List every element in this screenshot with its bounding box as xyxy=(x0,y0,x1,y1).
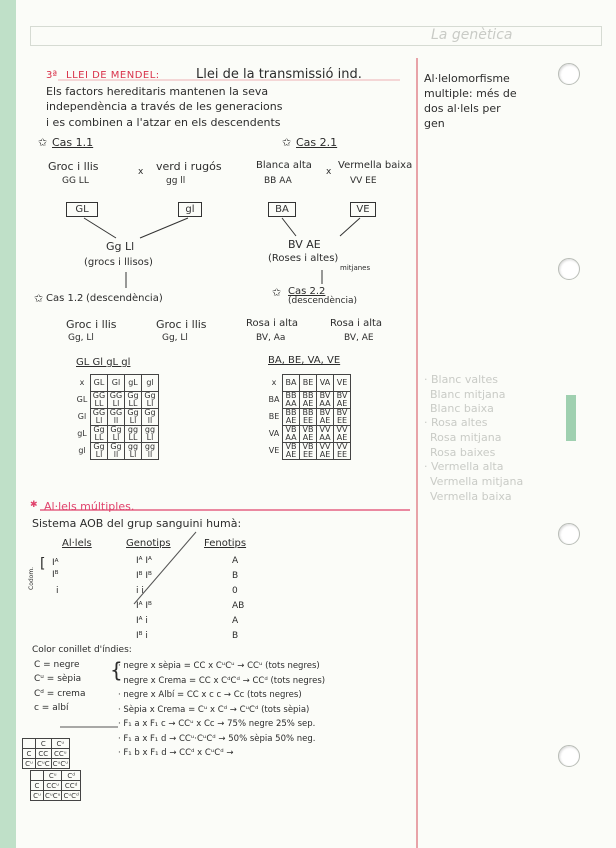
ghost-line: Vermella baixa xyxy=(430,490,512,503)
star-icon: ✩ xyxy=(272,286,282,299)
grid-cell: BB AA xyxy=(283,392,300,409)
sidebar-line-3: dos al·lels per xyxy=(424,102,501,115)
cas21-p2-geno: VV EE xyxy=(350,176,377,186)
legend-1: C = negre xyxy=(34,660,80,670)
ghost-line: Rosa baixes xyxy=(430,446,496,459)
star-icon: ✩ xyxy=(282,136,292,149)
cas21-cross: x xyxy=(326,167,332,177)
grid-cell: Gg ll xyxy=(142,409,159,426)
grid-cell: Gg LL xyxy=(91,426,108,443)
cross-line: · Sèpia x Crema = Cᵘ x Cᵈ → CᵘCᵈ (tots sèpia) xyxy=(118,704,310,715)
grid-cell: BV EE xyxy=(334,409,351,426)
cas21-heading: Cas 2.1 xyxy=(296,136,338,149)
grid-cell: VB AA xyxy=(283,426,300,443)
abo-genotype: Iᴬ i xyxy=(136,616,148,626)
grid-cell: VV AE xyxy=(334,426,351,443)
grid-col-header: VE xyxy=(334,375,351,392)
cas11-p1-label: Groc i llis xyxy=(48,160,99,173)
cas11-f1: Gg Ll xyxy=(106,240,135,253)
col-fenotips: Fenotips xyxy=(204,538,247,549)
grid-cell: Gg LL xyxy=(125,392,142,409)
grid-row-header: GL xyxy=(76,395,88,404)
mini-cell: Cᵘ xyxy=(44,771,62,781)
mini-cell: CCᵈ xyxy=(62,781,80,791)
abo-phenotype: A xyxy=(232,556,239,566)
section-title: Llei de la transmissió ind. xyxy=(196,67,362,82)
legend-3: Cᵈ = crema xyxy=(34,689,86,699)
mini-cell: CᵘC xyxy=(37,759,50,768)
ghost-line: Blanc mitjana xyxy=(430,388,506,401)
desc-line-2: independència a través de les generacions xyxy=(46,100,283,113)
cas11-p1-geno: GG LL xyxy=(62,176,89,186)
sidebar-line-4: gen xyxy=(424,117,445,130)
grid-cell: BV AE xyxy=(317,409,334,426)
ghost-line: Blanc baixa xyxy=(430,402,494,415)
mini-cell: CCᵘ xyxy=(51,749,69,759)
alleles-sistema: Sistema AOB del grup sanguini humà: xyxy=(32,517,242,530)
grid-cell: VB AE xyxy=(300,426,317,443)
cross-line: · negre x Albí = CC x c c → Cc (tots negres) xyxy=(118,690,302,700)
cross-line: · F₁ b x F₁ d → CCᵈ x CᵘCᵈ → xyxy=(118,748,234,758)
legend-2: Cᵘ = sèpia xyxy=(34,674,82,684)
grid-cell: VB AE xyxy=(283,443,300,460)
cas11-heading: Cas 1.1 xyxy=(52,136,94,149)
col-alleles: Al·lels xyxy=(62,538,92,549)
abo-genotype: Iᴮ Iᴮ xyxy=(136,571,152,581)
legend-4: c = albí xyxy=(34,703,69,713)
grid-cell: gg LL xyxy=(125,426,142,443)
grid-cell: GG LL xyxy=(91,392,108,409)
abo-genotype: i i xyxy=(136,586,144,596)
grid-cell: BB AE xyxy=(283,409,300,426)
cas22-p1-geno: BV, Aa xyxy=(256,333,286,343)
grid-row-header: gL xyxy=(77,429,87,438)
abo-genotype: Iᴬ Iᴮ xyxy=(136,601,152,611)
abo-phenotype: 0 xyxy=(232,586,238,596)
ghost-line: · Rosa altes xyxy=(424,416,488,429)
ghost-line: Rosa mitjana xyxy=(430,431,502,444)
cas21-f1-correction: mitjanes xyxy=(340,264,371,272)
grid-cell: GG Ll xyxy=(108,392,125,409)
abo-phenotype: AB xyxy=(232,601,245,611)
abo-genotype: Iᴬ Iᴬ xyxy=(136,556,152,566)
cross-line: · negre x Crema = CC x CᵈCᵈ → CCᵈ (tots negres) xyxy=(118,675,326,686)
grid-col-header: BE xyxy=(300,375,317,392)
grid-row-header: gl xyxy=(78,446,86,455)
cas22-p2-label: Rosa i alta xyxy=(330,318,383,329)
grid-row-header: Gl xyxy=(77,412,87,421)
grid-cell: VV AA xyxy=(317,426,334,443)
abo-genotype: Iᴮ i xyxy=(136,631,148,641)
cas12-sub: (descendència) xyxy=(86,293,163,304)
grid-cell: Gg ll xyxy=(108,443,125,460)
conill-heading: Color conillet d'índies: xyxy=(32,645,132,655)
mini-cell: Cᵈ xyxy=(62,771,80,781)
col-genotips: Genotips xyxy=(126,538,171,549)
bracket-icon: [ xyxy=(40,556,46,572)
cas11-f1-desc: (grocs i llisos) xyxy=(84,257,153,268)
cas11-gamete-1: GL xyxy=(66,202,98,217)
abo-phenotype: B xyxy=(232,631,239,641)
brace-icon: { xyxy=(110,658,123,682)
cas22-gametes: BA, BE, VA, VE xyxy=(268,355,341,366)
grid-cell: gg ll xyxy=(142,443,159,460)
ghost-line: · Blanc valtes xyxy=(424,373,498,386)
grid-row-header: BA xyxy=(268,395,280,404)
mini-cell: CCᵘ xyxy=(44,781,62,791)
grid-corner: x xyxy=(79,378,85,387)
mini-cell: CᵘCᵘ xyxy=(45,791,61,800)
grid-cell: Gg Ll xyxy=(142,392,159,409)
grid-cell: VB EE xyxy=(300,443,317,460)
cas21-gamete-2: VE xyxy=(350,202,376,217)
section-label: LLEI DE MENDEL: xyxy=(66,70,160,81)
grid-col-header: gL xyxy=(125,375,142,392)
grid-cell: gg Ll xyxy=(125,443,142,460)
grid-cell: BB EE xyxy=(300,409,317,426)
mini-cell: CC xyxy=(36,749,52,759)
desc-line-1: Els factors hereditaris mantenen la seva xyxy=(46,85,269,98)
desc-line-3: i es combinen a l'atzar en els descendents xyxy=(46,116,281,129)
mini-cell: CᵘCᵈ xyxy=(63,791,79,800)
cas12-heading: Cas 1.2 xyxy=(46,293,84,304)
grid-cell: gg Ll xyxy=(142,426,159,443)
grid-cell: Gg Ll xyxy=(91,443,108,460)
cross-line: · F₁ a x F₁ d → CCᵘ·CᵘCᵈ → 50% sèpia 50% neg. xyxy=(118,733,316,744)
cas11-cross: x xyxy=(138,167,144,177)
cas12-p1-label: Groc i llis xyxy=(66,318,117,331)
grid-cell: VV EE xyxy=(334,443,351,460)
cas21-p1-geno: BB AA xyxy=(264,176,292,186)
cas12-gametes: GL Gl gL gl xyxy=(76,357,131,368)
codom-label: Codom. xyxy=(28,566,35,590)
grid-col-header: BA xyxy=(283,375,300,392)
grid-cell: GG ll xyxy=(108,409,125,426)
grid-col-header: GL xyxy=(91,375,108,392)
cas11-p2-label: verd i rugós xyxy=(156,160,222,173)
mini-cell: Cᵘ xyxy=(51,739,69,749)
cas21-f1-desc: (Roses i altes) xyxy=(268,253,339,264)
grid-corner: x xyxy=(271,378,277,387)
mini-cell: Cᵘ xyxy=(31,791,44,801)
cas21-gamete-1: BA xyxy=(268,202,296,217)
cross-line: · F₁ a x F₁ c → CCᵘ x Cc → 75% negre 25% sep. xyxy=(118,719,316,729)
cas22-heading: Cas 2.2 xyxy=(288,286,326,297)
grid-col-header: gl xyxy=(142,375,159,392)
abo-phenotype: B xyxy=(232,571,239,581)
grid-cell: BV AE xyxy=(334,392,351,409)
mini-cell: C xyxy=(31,781,44,791)
grid-row-header: BE xyxy=(268,412,280,421)
allele-1: Iᴬ xyxy=(52,558,59,568)
mini-cell: C xyxy=(36,739,52,749)
cas21-p2-label: Vermella baixa xyxy=(338,160,413,171)
ghost-line: Vermella mitjana xyxy=(430,475,524,488)
grid-cell: VV AE xyxy=(317,443,334,460)
grid-cell: Gg Ll xyxy=(108,426,125,443)
grid-cell: BB AE xyxy=(300,392,317,409)
grid-cell: BV AA xyxy=(317,392,334,409)
cas11-p2-geno: gg ll xyxy=(166,176,186,186)
mini-cell: C xyxy=(23,749,36,759)
allele-3: i xyxy=(56,586,59,596)
page-title: La genètica xyxy=(431,27,513,43)
grid-cell: Gg Ll xyxy=(125,409,142,426)
alleles-heading: Al·lels múltiples. xyxy=(44,500,135,513)
cas21-f1: BV AE xyxy=(288,238,321,251)
mini-cell: Cᵘ xyxy=(23,759,36,769)
cross-line: · negre x sèpia = CC x CᵘCᵘ → CCᵘ (tots negres) xyxy=(118,661,320,671)
cas22-p2-geno: BV, AE xyxy=(344,333,374,343)
grid-row-header: VA xyxy=(268,429,280,438)
grid-cell: GG Ll xyxy=(91,409,108,426)
mini-cell: CᵘCᵘ xyxy=(52,759,69,768)
section-star-icon: ✱ xyxy=(30,500,38,510)
allele-2: Iᴮ xyxy=(52,570,59,580)
grid-col-header: Gl xyxy=(108,375,125,392)
cas12-p1-geno: Gg, Ll xyxy=(68,333,94,343)
cas12-p2-geno: Gg, Ll xyxy=(162,333,188,343)
grid-row-header: VE xyxy=(268,446,280,455)
star-icon: ✩ xyxy=(34,292,44,305)
ghost-line: · Vermella alta xyxy=(424,460,504,473)
cas11-gamete-2: gl xyxy=(178,202,202,217)
abo-phenotype: A xyxy=(232,616,239,626)
sidebar-line-1: Al·lelomorfisme xyxy=(424,72,510,85)
grid-col-header: VA xyxy=(317,375,334,392)
section-number: 3ª xyxy=(46,70,58,81)
cas22-p1-label: Rosa i alta xyxy=(246,318,299,329)
cas22-sub: (descendència) xyxy=(288,296,358,306)
cas21-p1-label: Blanca alta xyxy=(256,160,312,171)
star-icon: ✩ xyxy=(38,136,48,149)
sidebar-line-2: multiple: més de xyxy=(424,87,517,100)
cas12-p2-label: Groc i llis xyxy=(156,318,207,331)
